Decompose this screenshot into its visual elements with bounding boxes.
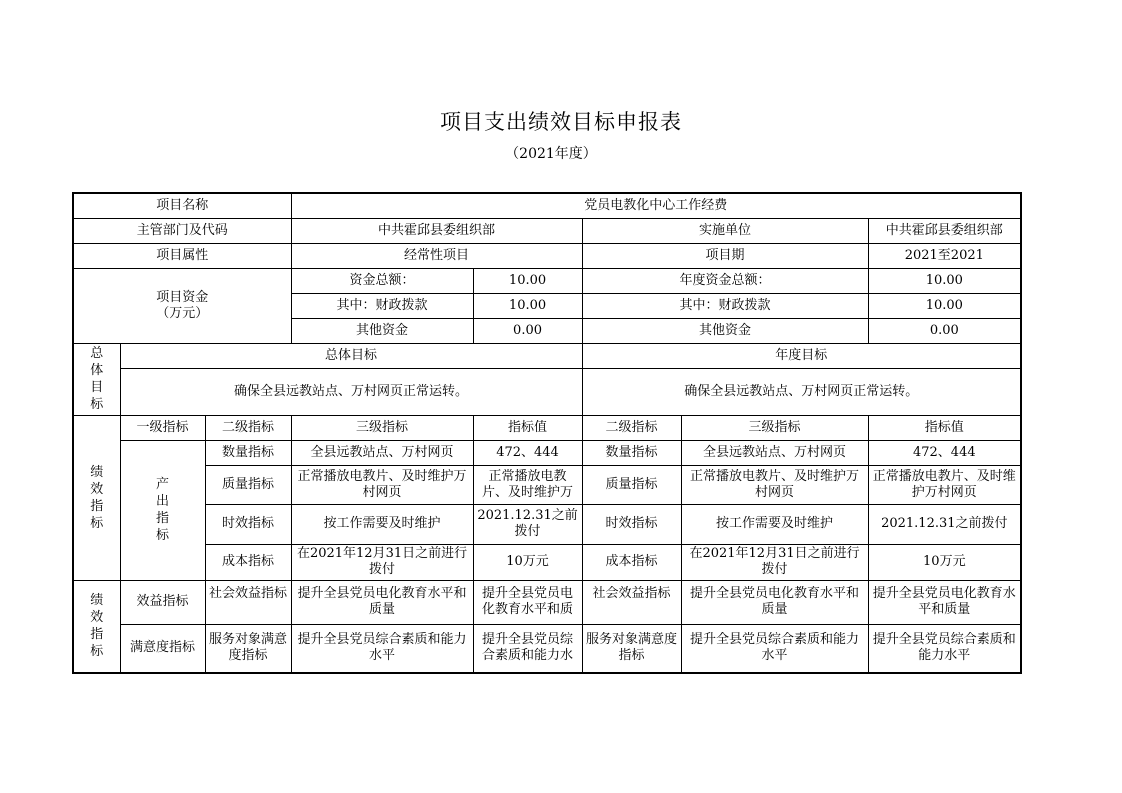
table-row-value — [473, 580, 582, 624]
value-other-funds: 0.00 — [473, 318, 582, 343]
header-indicator-value: 指标值 — [473, 415, 582, 440]
table-row-value — [473, 624, 582, 673]
header-level2: 二级指标 — [205, 415, 291, 440]
table-row-l2 — [205, 624, 291, 673]
cell-text: 2021.12.31之前拨付 — [477, 508, 578, 539]
table-row-annual-l2: 时效指标 — [582, 504, 681, 544]
header-annual-level2: 二级指标 — [582, 415, 681, 440]
table-row-annual-l2: 质量指标 — [582, 465, 681, 504]
table-row-annual-l3 — [681, 465, 868, 504]
table-row-l3 — [291, 465, 473, 504]
label-perf-vertical-2 — [73, 580, 120, 673]
overall-vertical-text: 总体目标 — [90, 346, 104, 412]
cell-text: 正常播放电教片、及时维护万村网页 — [690, 468, 860, 500]
table-row-annual-l3: 按工作需要及时维护 — [681, 504, 868, 544]
table-row-l2: 成本指标 — [205, 544, 291, 580]
perf-vertical-text: 绩效指标 — [90, 464, 104, 531]
cell-text: 正常播放电教片、及时维护万村网页 — [297, 468, 467, 500]
table-row-annual-l3 — [681, 544, 868, 580]
header-level1: 一级指标 — [120, 415, 205, 440]
cell-text: 提升全县党员电化教育水平和质 — [482, 586, 574, 617]
value-annual-goal: 确保全县远教站点、万村网页正常运转。 — [582, 368, 1021, 415]
table-row-l2: 质量指标 — [205, 465, 291, 504]
table-row-l1: 满意度指标 — [120, 624, 205, 673]
value-overall-goal: 确保全县远教站点、万村网页正常运转。 — [120, 368, 582, 415]
cell-text: 正常播放电教片、及时维护万村网页 — [872, 468, 1016, 500]
table-row-annual-l2 — [582, 580, 681, 624]
value-annual-fiscal: 10.00 — [868, 293, 1021, 318]
cell-text: 在2021年12月31日之前进行拨付 — [689, 546, 860, 577]
table-row-value: 472、444 — [473, 440, 582, 465]
header-annual-indicator-value: 指标值 — [868, 415, 1021, 440]
table-row-annual-l2: 数量指标 — [582, 440, 681, 465]
label-project-fund — [73, 268, 291, 343]
table-row-l2 — [205, 580, 291, 624]
label-perf-vertical-1 — [73, 415, 120, 580]
label-fiscal: 其中：财政拨款 — [291, 293, 473, 318]
label-overall-goal: 总体目标 — [120, 343, 582, 368]
value-fiscal: 10.00 — [473, 293, 582, 318]
table-row-annual-value: 10万元 — [868, 544, 1021, 580]
cell-text: 服务对象满意度指标 — [209, 632, 288, 664]
table-row-l3 — [291, 544, 473, 580]
perf-vertical-text: 绩效指标 — [90, 593, 104, 660]
table-row-l3: 按工作需要及时维护 — [291, 504, 473, 544]
label-annual-fiscal: 其中：财政拨款 — [582, 293, 868, 318]
table-row-annual-value — [868, 465, 1021, 504]
cell-text: 提升全县党员综合素质和能力水平 — [297, 632, 467, 664]
table-row-annual-value — [868, 580, 1021, 624]
performance-target-table — [72, 192, 1022, 674]
table-row-value — [473, 465, 582, 504]
table-row-annual-l2: 成本指标 — [582, 544, 681, 580]
label-project-name: 项目名称 — [73, 193, 291, 218]
label-fund-total: 资金总额： — [291, 268, 473, 293]
table-row-annual-l2 — [582, 624, 681, 673]
table-row-l3 — [291, 624, 473, 673]
cell-text: 提升全县党员综合素质和能力水 — [482, 632, 574, 664]
label-project-period: 项目期 — [582, 243, 868, 268]
table-row-l3: 全县远教站点、万村网页 — [291, 440, 473, 465]
table-row-l2: 时效指标 — [205, 504, 291, 544]
table-row-l2: 数量指标 — [205, 440, 291, 465]
table-row-annual-l3 — [681, 624, 868, 673]
value-dept: 中共霍邱县委组织部 — [291, 218, 582, 243]
cell-text: 正常播放电教片、及时维护万 — [482, 468, 574, 500]
value-fund-total: 10.00 — [473, 268, 582, 293]
table-row-annual-value — [868, 624, 1021, 673]
cell-text: 社会效益指标 — [592, 586, 671, 601]
fund-unit: （万元） — [156, 305, 209, 321]
table-row-annual-l3: 全县远教站点、万村网页 — [681, 440, 868, 465]
label-impl-unit: 实施单位 — [582, 218, 868, 243]
cell-text: 提升全县党员电化教育水平和质量 — [690, 586, 860, 617]
label-output-vertical — [120, 440, 205, 580]
table-row-value — [473, 504, 582, 544]
page-title: 项目支出绩效目标申报表 — [440, 110, 682, 134]
label-other-funds: 其他资金 — [291, 318, 473, 343]
cell-text: 服务对象满意度指标 — [586, 632, 678, 664]
table-row-annual-value: 2021.12.31之前拨付 — [868, 504, 1021, 544]
fund-label: 项目资金 — [156, 289, 209, 305]
header-level3: 三级指标 — [291, 415, 473, 440]
table-row-value: 10万元 — [473, 544, 582, 580]
cell-text: 在2021年12月31日之前进行拨付 — [296, 546, 468, 577]
table-row-l3 — [291, 580, 473, 624]
page-subtitle: （2021年度） — [505, 146, 597, 162]
cell-text: 提升全县党员电化教育水平和质量 — [872, 586, 1016, 617]
table-row-annual-l3 — [681, 580, 868, 624]
table-row-l1: 效益指标 — [120, 580, 205, 624]
label-annual-other-funds: 其他资金 — [582, 318, 868, 343]
header-annual-level3: 三级指标 — [681, 415, 868, 440]
value-annual-fund-total: 10.00 — [868, 268, 1021, 293]
value-impl-unit: 中共霍邱县委组织部 — [868, 218, 1021, 243]
label-dept-code: 主管部门及代码 — [73, 218, 291, 243]
table-row-annual-value: 472、444 — [868, 440, 1021, 465]
cell-text: 社会效益指标 — [209, 586, 288, 601]
output-vertical-text: 产出指标 — [155, 477, 169, 543]
label-annual-goal: 年度目标 — [582, 343, 1021, 368]
value-project-attr: 经常性项目 — [291, 243, 582, 268]
label-project-attr: 项目属性 — [73, 243, 291, 268]
label-overall-vertical — [73, 343, 120, 415]
value-project-name: 党员电教化中心工作经费 — [291, 193, 1021, 218]
label-annual-fund-total: 年度资金总额： — [582, 268, 868, 293]
value-project-period: 2021至2021 — [868, 243, 1021, 268]
cell-text: 提升全县党员电化教育水平和质量 — [297, 586, 467, 617]
cell-text: 提升全县党员综合素质和能力水平 — [690, 632, 860, 664]
cell-text: 提升全县党员综合素质和能力水平 — [872, 632, 1016, 664]
value-annual-other-funds: 0.00 — [868, 318, 1021, 343]
